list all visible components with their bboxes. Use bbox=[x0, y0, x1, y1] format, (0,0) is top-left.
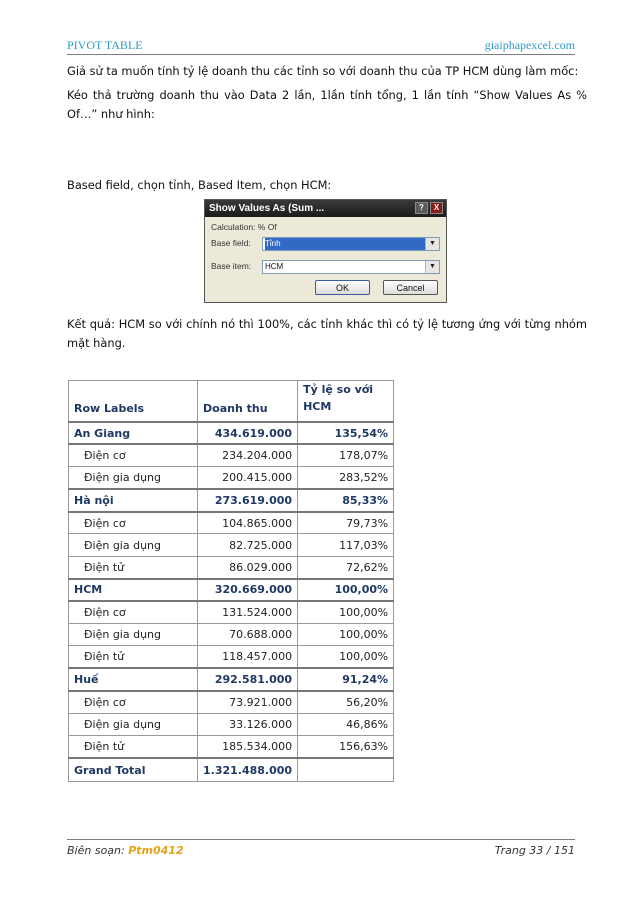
cell-revenue: 185.534.000 bbox=[198, 735, 298, 757]
base-field-value: Tỉnh bbox=[265, 238, 425, 250]
group-row bbox=[69, 489, 394, 511]
total-label: Grand Total bbox=[69, 758, 198, 782]
cell-revenue: 118.457.000 bbox=[198, 646, 298, 668]
table-row bbox=[69, 646, 394, 668]
group-row bbox=[69, 668, 394, 690]
cell-ratio: 46,86% bbox=[298, 713, 394, 735]
cell-label: Điện gia dụng bbox=[69, 467, 198, 489]
cell-ratio: 156,63% bbox=[298, 735, 394, 757]
base-field-label: Base field: bbox=[211, 238, 251, 248]
cell-revenue: 434.619.000 bbox=[198, 422, 298, 444]
dialog-title: Show Values As (Sum ... bbox=[209, 203, 325, 214]
cell-label: An Giang bbox=[69, 422, 198, 444]
cell-ratio: 100,00% bbox=[298, 646, 394, 668]
cell-ratio: 135,54% bbox=[298, 422, 394, 444]
cell-label: Điện cơ bbox=[69, 601, 198, 623]
table-row bbox=[69, 467, 394, 489]
cell-label: Điện gia dụng bbox=[69, 713, 198, 735]
cell-label: Điện tử bbox=[69, 646, 198, 668]
cell-label: Điện cơ bbox=[69, 444, 198, 466]
base-item-select[interactable] bbox=[262, 260, 440, 274]
chevron-down-icon[interactable]: ▼ bbox=[425, 261, 439, 273]
total-revenue: 1.321.488.000 bbox=[198, 758, 298, 782]
header-ratio-line1: Tỷ lệ so với bbox=[303, 383, 374, 396]
cell-revenue: 234.204.000 bbox=[198, 444, 298, 466]
cell-ratio: 100,00% bbox=[298, 624, 394, 646]
cell-revenue: 70.688.000 bbox=[198, 624, 298, 646]
header-ratio bbox=[298, 381, 394, 423]
grand-total-row bbox=[69, 758, 394, 782]
header-site-link[interactable]: giaiphapexcel.com bbox=[484, 38, 575, 52]
cell-label: Điện tử bbox=[69, 556, 198, 578]
cell-ratio: 85,33% bbox=[298, 489, 394, 511]
cell-label: Điện gia dụng bbox=[69, 624, 198, 646]
cell-revenue: 292.581.000 bbox=[198, 668, 298, 690]
cell-ratio: 79,73% bbox=[298, 512, 394, 534]
base-field-select[interactable] bbox=[262, 237, 440, 251]
show-values-as-dialog bbox=[204, 199, 447, 303]
group-row bbox=[69, 422, 394, 444]
header-row-labels: Row Labels bbox=[69, 381, 198, 423]
table-row bbox=[69, 512, 394, 534]
cell-ratio: 283,52% bbox=[298, 467, 394, 489]
base-item-value: HCM bbox=[265, 262, 284, 271]
cell-label: Điện tử bbox=[69, 735, 198, 757]
base-item-label: Base item: bbox=[211, 261, 252, 271]
table-row bbox=[69, 713, 394, 735]
total-ratio bbox=[298, 758, 394, 782]
paragraph-instruction: Kéo thả trường doanh thu vào Data 2 lần, 1lần tính tổng, 1 lần tính “Show Values As % Of…” như hình: bbox=[67, 88, 587, 121]
cell-revenue: 73.921.000 bbox=[198, 691, 298, 713]
cell-ratio: 100,00% bbox=[298, 601, 394, 623]
cell-label: Huế bbox=[69, 668, 198, 690]
table-row bbox=[69, 601, 394, 623]
header-title: PIVOT TABLE bbox=[67, 38, 143, 52]
page-footer bbox=[67, 839, 575, 857]
chevron-down-icon[interactable]: ▼ bbox=[425, 238, 439, 250]
cell-label: HCM bbox=[69, 579, 198, 601]
cell-revenue: 86.029.000 bbox=[198, 556, 298, 578]
cell-ratio: 91,24% bbox=[298, 668, 394, 690]
cell-revenue: 200.415.000 bbox=[198, 467, 298, 489]
table-row bbox=[69, 624, 394, 646]
cell-revenue: 131.524.000 bbox=[198, 601, 298, 623]
cancel-button[interactable]: Cancel bbox=[383, 280, 438, 295]
close-button[interactable]: X bbox=[430, 202, 443, 214]
cell-revenue: 273.619.000 bbox=[198, 489, 298, 511]
cell-ratio: 56,20% bbox=[298, 691, 394, 713]
cell-ratio: 117,03% bbox=[298, 534, 394, 556]
table-row bbox=[69, 691, 394, 713]
help-button[interactable]: ? bbox=[415, 202, 428, 214]
cell-ratio: 178,07% bbox=[298, 444, 394, 466]
cell-label: Hà nội bbox=[69, 489, 198, 511]
table-row bbox=[69, 534, 394, 556]
cell-ratio: 100,00% bbox=[298, 579, 394, 601]
footer-author-label: Biên soạn: bbox=[67, 844, 129, 857]
paragraph-based-field: Based field, chọn tỉnh, Based Item, chọn HCM: bbox=[67, 178, 332, 192]
page-header bbox=[67, 36, 575, 55]
footer-author bbox=[67, 844, 184, 857]
header-ratio-line2: HCM bbox=[303, 400, 332, 413]
table-row bbox=[69, 444, 394, 466]
table-row bbox=[69, 735, 394, 757]
dialog-title-bar bbox=[205, 200, 446, 217]
paragraph-result: Kết quả: HCM so với chính nó thì 100%, các tỉnh khác thì có tỷ lệ tương ứng với từng nhóm mặt hàng. bbox=[67, 317, 587, 350]
cell-label: Điện cơ bbox=[69, 691, 198, 713]
footer-page-number: Trang 33 / 151 bbox=[494, 844, 575, 857]
cell-revenue: 33.126.000 bbox=[198, 713, 298, 735]
cell-revenue: 82.725.000 bbox=[198, 534, 298, 556]
cell-ratio: 72,62% bbox=[298, 556, 394, 578]
table-row bbox=[69, 556, 394, 578]
paragraph-intro: Giả sử ta muốn tính tỷ lệ doanh thu các tỉnh so với doanh thu của TP HCM dùng làm mốc: bbox=[67, 64, 579, 78]
cell-revenue: 104.865.000 bbox=[198, 512, 298, 534]
header-revenue: Doanh thu bbox=[198, 381, 298, 423]
cell-label: Điện cơ bbox=[69, 512, 198, 534]
pivot-table bbox=[68, 380, 394, 782]
footer-author-name: Ptm0412 bbox=[128, 844, 184, 857]
cell-revenue: 320.669.000 bbox=[198, 579, 298, 601]
group-row bbox=[69, 579, 394, 601]
calculation-label: Calculation: % Of bbox=[211, 222, 277, 232]
table-header-row bbox=[69, 381, 394, 423]
cell-label: Điện gia dụng bbox=[69, 534, 198, 556]
ok-button[interactable]: OK bbox=[315, 280, 370, 295]
